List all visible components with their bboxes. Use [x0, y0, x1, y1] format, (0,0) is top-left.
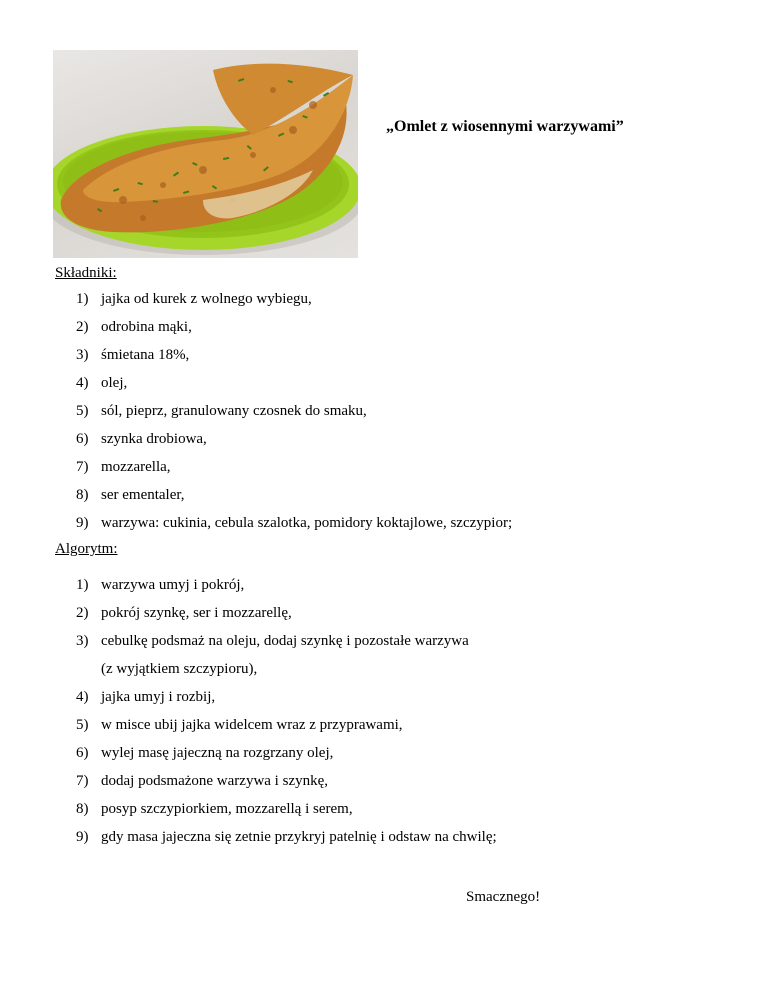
- list-item: [76, 571, 497, 599]
- closing-text: Smacznego!: [466, 889, 541, 905]
- list-item: [76, 369, 512, 397]
- item-text: warzywa: cukinia, cebula szalotka, pomidory koktajlowe, szczypior;: [101, 515, 513, 531]
- item-number: 1): [76, 577, 89, 593]
- item-text: gdy masa jajeczna się zetnie przykryj patelnię i odstaw na chwilę;: [101, 829, 497, 845]
- item-text: jajka od kurek z wolnego wybiegu,: [101, 291, 312, 307]
- item-number: 3): [76, 347, 89, 363]
- ingredients-heading: Składniki:: [55, 265, 117, 281]
- list-item: [76, 599, 497, 627]
- ingredients-list: [76, 285, 512, 537]
- list-item: [76, 739, 497, 767]
- list-item: [76, 425, 512, 453]
- list-item: [76, 627, 497, 655]
- item-number: 2): [76, 319, 89, 335]
- list-item: [76, 711, 497, 739]
- list-item: [76, 285, 512, 313]
- item-text: pokrój szynkę, ser i mozzarellę,: [101, 605, 292, 621]
- item-text: odrobina mąki,: [101, 319, 192, 335]
- omelette-photo: [53, 50, 358, 258]
- item-number: 7): [76, 459, 89, 475]
- item-number: 9): [76, 515, 89, 531]
- item-number: 4): [76, 375, 89, 391]
- item-number: 5): [76, 717, 89, 733]
- item-text: warzywa umyj i pokrój,: [101, 577, 245, 593]
- item-text: śmietana 18%,: [101, 347, 190, 363]
- item-text: jajka umyj i rozbij,: [101, 689, 216, 705]
- item-number: 6): [76, 431, 89, 447]
- list-item: [76, 823, 497, 851]
- list-item-continuation: (z wyjątkiem szczypioru),: [101, 661, 258, 677]
- item-number: 8): [76, 487, 89, 503]
- item-number: 4): [76, 689, 89, 705]
- item-text: ser ementaler,: [101, 487, 185, 503]
- item-text: cebulkę podsmaż na oleju, dodaj szynkę i pozostałe warzywa: [101, 633, 469, 649]
- list-item: [76, 341, 512, 369]
- item-text: posyp szczypiorkiem, mozzarellą i serem,: [101, 801, 353, 817]
- item-number: 2): [76, 605, 89, 621]
- algorithm-heading: Algorytm:: [55, 541, 118, 557]
- recipe-title: „Omlet z wiosennymi warzywami”: [386, 118, 624, 135]
- item-number: 9): [76, 829, 89, 845]
- item-number: 3): [76, 633, 89, 649]
- item-number: 7): [76, 773, 89, 789]
- list-item: [76, 509, 512, 537]
- list-item: [76, 683, 497, 711]
- item-text: wylej masę jajeczną na rozgrzany olej,: [101, 745, 334, 761]
- item-text: mozzarella,: [101, 459, 171, 475]
- item-text: w misce ubij jajka widelcem wraz z przyprawami,: [101, 717, 403, 733]
- list-item: [76, 767, 497, 795]
- item-number: 6): [76, 745, 89, 761]
- algorithm-list: [76, 571, 497, 851]
- list-item: [76, 481, 512, 509]
- list-item: [76, 397, 512, 425]
- item-text: olej,: [101, 375, 128, 391]
- item-number: 8): [76, 801, 89, 817]
- item-number: 1): [76, 291, 89, 307]
- item-number: 5): [76, 403, 89, 419]
- item-text: sól, pieprz, granulowany czosnek do smaku,: [101, 403, 367, 419]
- list-item: [76, 313, 512, 341]
- list-item: [76, 795, 497, 823]
- item-text: szynka drobiowa,: [101, 431, 207, 447]
- list-item: [76, 453, 512, 481]
- item-text: dodaj podsmażone warzywa i szynkę,: [101, 773, 329, 789]
